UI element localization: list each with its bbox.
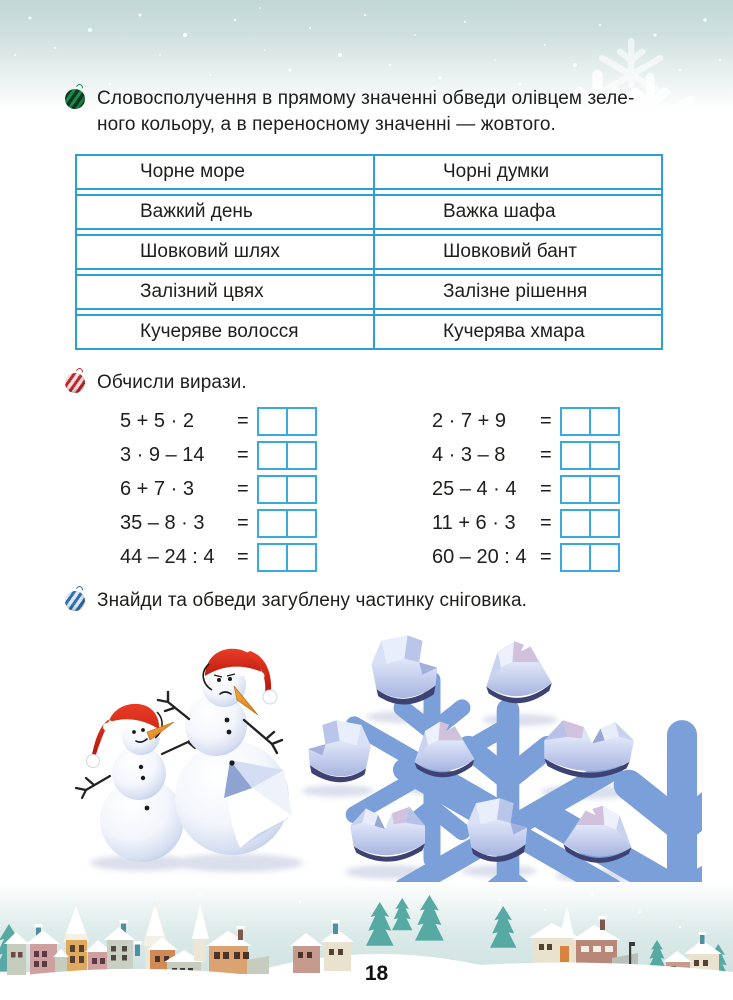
- answer-box: [257, 543, 288, 572]
- page-number: 18: [364, 962, 389, 985]
- answer-box: [560, 475, 591, 504]
- page-content: [65, 86, 673, 886]
- answer-box: [286, 543, 317, 572]
- math-expression: 35 – 8 · 3: [120, 511, 205, 534]
- phrase-cell: Залізне рішення: [443, 281, 588, 302]
- math-expression: 4 · 3 – 8: [432, 443, 506, 466]
- ice-chunk-5: [544, 720, 633, 778]
- answer-box: [560, 543, 591, 572]
- answer-box: [286, 475, 317, 504]
- ice-chunk-2: [486, 641, 552, 703]
- equals-sign: =: [540, 511, 552, 534]
- phrase-cell: Важкий день: [140, 201, 253, 222]
- table-row: [77, 316, 661, 348]
- answer-box: [560, 509, 591, 538]
- task-snowman: [65, 588, 673, 614]
- phrase-cell: Важка шафа: [443, 201, 556, 222]
- equals-sign: =: [237, 545, 249, 568]
- math-row: [432, 438, 672, 472]
- math-expression: 6 + 7 · 3: [120, 477, 194, 500]
- math-column-left: [120, 404, 370, 574]
- math-row: [432, 540, 672, 574]
- math-exercises: [120, 404, 673, 574]
- equals-sign: =: [237, 409, 249, 432]
- ornament-green-icon: [65, 89, 85, 109]
- math-row: [432, 472, 672, 506]
- table-row-separator: [77, 268, 661, 276]
- math-expression: 5 + 5 · 2: [120, 409, 194, 432]
- answer-box: [560, 407, 591, 436]
- answer-box: [589, 441, 620, 470]
- math-row: [432, 506, 672, 540]
- math-row: [120, 472, 370, 506]
- math-expression: 3 · 9 – 14: [120, 443, 205, 466]
- answer-box: [560, 441, 591, 470]
- math-expression: 25 – 4 · 4: [432, 477, 517, 500]
- math-row: [432, 404, 672, 438]
- snow-dots: [14, 7, 721, 85]
- answer-box: [589, 407, 620, 436]
- task-phrases: [65, 86, 673, 138]
- math-expression: 11 + 6 · 3: [432, 511, 516, 534]
- table-row-separator: [77, 308, 661, 316]
- math-expression: 2 · 7 + 9: [432, 409, 506, 432]
- phrase-cell: Кучерява хмара: [443, 321, 585, 342]
- table-row: [77, 276, 661, 308]
- task-math-text: Обчисли вирази.: [97, 372, 247, 393]
- answer-box: [589, 543, 620, 572]
- table-row: [77, 196, 661, 228]
- answer-box: [589, 475, 620, 504]
- answer-box: [286, 407, 317, 436]
- answer-box: [257, 475, 288, 504]
- math-expression: 44 – 24 : 4: [120, 545, 215, 568]
- phrase-table: [75, 154, 663, 350]
- task-phrases-line1: Словосполучення в прямому значенні обведи олівцем зеле-: [97, 88, 635, 109]
- phrase-cell: Залізний цвях: [140, 281, 264, 302]
- equals-sign: =: [540, 409, 552, 432]
- answer-box: [257, 407, 288, 436]
- table-center-divider: [373, 156, 375, 348]
- math-row: [120, 506, 370, 540]
- equals-sign: =: [237, 511, 249, 534]
- equals-sign: =: [237, 477, 249, 500]
- phrase-cell: Шовковий бант: [443, 241, 577, 262]
- math-expression: 60 – 20 : 4: [432, 545, 527, 568]
- math-row: [120, 404, 370, 438]
- equals-sign: =: [540, 545, 552, 568]
- phrase-cell: Чорне море: [140, 161, 245, 182]
- ice-chunk-3: [308, 720, 370, 782]
- task-phrases-text: [97, 86, 634, 138]
- math-row: [120, 438, 370, 472]
- phrase-cell: Шовковий шлях: [140, 241, 280, 262]
- table-row-separator: [77, 228, 661, 236]
- answer-box: [257, 509, 288, 538]
- ice-chunk-6: [350, 807, 425, 862]
- answer-box: [257, 441, 288, 470]
- equals-sign: =: [540, 443, 552, 466]
- answer-box: [589, 509, 620, 538]
- task-snowman-text: Знайди та обведи загублену частинку сніговика.: [97, 590, 528, 611]
- equals-sign: =: [237, 443, 249, 466]
- table-row: [77, 236, 661, 268]
- phrase-cell: Кучеряве волосся: [140, 321, 299, 342]
- phrase-cell: Чорні думки: [443, 161, 550, 182]
- ice-chunk-8: [564, 806, 632, 863]
- answer-box: [286, 441, 317, 470]
- math-row: [120, 540, 370, 574]
- ice-chunk-1: [372, 636, 438, 705]
- task-phrases-line2: ного кольору, а в переносному значенні — жовтого.: [97, 114, 556, 135]
- math-column-right: [432, 404, 672, 574]
- table-row: [77, 156, 661, 188]
- ornament-red-icon: [65, 373, 85, 393]
- ornament-blue-icon: [65, 591, 85, 611]
- answer-box: [286, 509, 317, 538]
- equals-sign: =: [540, 477, 552, 500]
- table-row-separator: [77, 188, 661, 196]
- task-math: [65, 370, 673, 396]
- snowman-puzzle-illustration: [62, 620, 673, 886]
